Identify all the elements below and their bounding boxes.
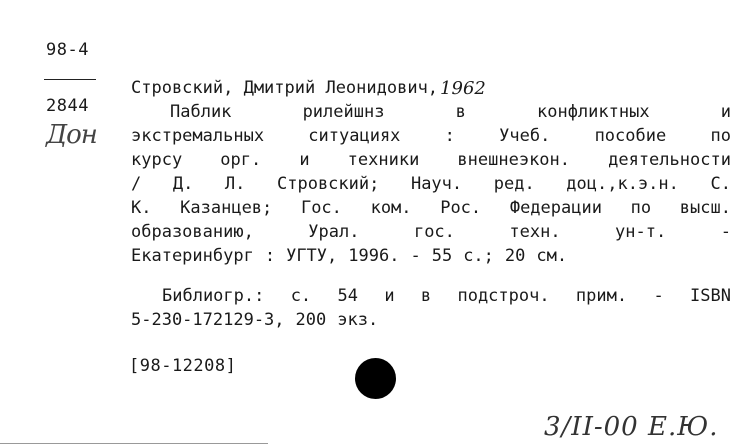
word: пособие — [594, 126, 667, 146]
word: Урал. — [308, 222, 360, 242]
word: Л. — [224, 174, 246, 194]
word: высш. — [679, 198, 731, 218]
word: и — [720, 102, 731, 122]
word: 54 — [337, 286, 358, 306]
word: ситуациях — [308, 126, 401, 146]
body-line — [131, 150, 731, 170]
word: Паблик — [170, 102, 232, 122]
word: Рос. — [440, 198, 482, 218]
word: Казанцев; — [180, 198, 273, 218]
word: и — [384, 286, 395, 306]
divider — [44, 79, 96, 80]
word: подстроч. — [457, 286, 550, 306]
word: экз. — [337, 310, 379, 330]
author-line — [131, 78, 731, 99]
word: рилейшнз — [302, 102, 385, 122]
word: 20 — [504, 246, 526, 266]
word: Федерации — [509, 198, 602, 218]
word: Гос. — [300, 198, 342, 218]
word: образованию, — [131, 222, 254, 242]
note-line — [162, 286, 731, 306]
word: Библиогр.: — [162, 286, 265, 306]
body-line — [131, 174, 731, 194]
word: техники — [347, 150, 420, 170]
handwritten-year: 1962 — [440, 78, 486, 99]
word: по — [630, 198, 652, 218]
word: Стровский; — [277, 174, 380, 194]
word: с. — [290, 286, 312, 306]
word: в — [420, 286, 432, 306]
word: : — [264, 246, 276, 266]
author-mark: 2844 — [46, 96, 89, 116]
word: гос. — [413, 222, 455, 242]
punch-hole — [355, 358, 396, 399]
word: Д. — [172, 174, 194, 194]
word: конфликтных — [536, 102, 650, 122]
word: - — [720, 222, 731, 242]
card-edge — [0, 443, 268, 444]
class-number: 98-4 — [46, 40, 89, 60]
word: ред. — [493, 174, 535, 194]
word: УГТУ, — [286, 246, 338, 266]
word: Екатеринбург — [131, 246, 254, 266]
body-line — [131, 198, 731, 218]
word: К. — [131, 198, 152, 218]
shelf-id: [98-12208] — [129, 356, 237, 376]
word: - — [410, 246, 421, 266]
word: с.; — [463, 246, 494, 266]
handwritten-mark: Дон — [46, 120, 97, 150]
author-name: Стровский, Дмитрий Леонидович, — [131, 78, 439, 98]
word: : — [444, 126, 455, 146]
word: см. — [536, 246, 568, 266]
body-line — [170, 102, 731, 122]
body-line — [131, 246, 731, 266]
word: С. — [710, 174, 731, 194]
word: 5-230-172129-3, — [131, 310, 285, 330]
word: Науч. — [410, 174, 463, 194]
body-line — [131, 222, 731, 242]
handwritten-date: 3/II-00 Е.Ю. — [544, 412, 719, 442]
word: орг. — [220, 150, 262, 170]
word: ун-т. — [615, 222, 667, 242]
word: внешнеэкон. — [457, 150, 571, 170]
word: техн. — [509, 222, 561, 242]
word: прим. — [575, 286, 628, 306]
word: 1996. — [348, 246, 400, 266]
word: в — [455, 102, 466, 122]
word: 55 — [431, 246, 453, 266]
word: и — [299, 150, 310, 170]
word: 200 — [295, 310, 327, 330]
word: по — [710, 126, 731, 146]
word: - — [653, 286, 664, 306]
body-line — [131, 126, 731, 146]
word: доц.,к.э.н. — [566, 174, 679, 194]
word: экстремальных — [131, 126, 265, 146]
word: / — [131, 174, 142, 194]
word: ISBN — [690, 286, 731, 306]
word: ком. — [370, 198, 412, 218]
word: курсу — [131, 150, 183, 170]
word: деятельности — [608, 150, 731, 170]
word: Учеб. — [499, 126, 551, 146]
note-line — [131, 310, 731, 330]
